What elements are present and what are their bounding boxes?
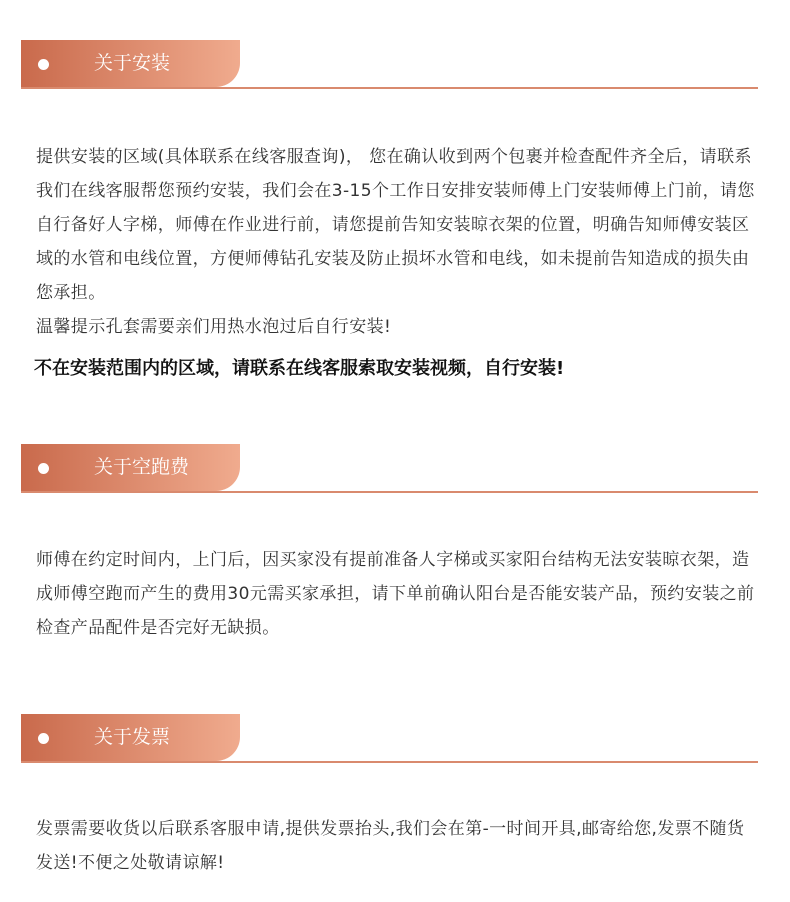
section-divider: [21, 491, 758, 493]
installation-emphasis: 不在安装范围内的区域，请联系在线客服索取安装视频，自行安装!: [34, 358, 565, 379]
bullet-dot-icon: [38, 733, 49, 744]
installation-paragraph: 提供安装的区域(具体联系在线客服查询)， 您在确认收到两个包裹并检查配件齐全后，请联系我们在线客服帮您预约安装，我们会在3-15个工作日安排安装师傅上门安装师傅上门前，请您自行备好人字梯，师傅在作业进行前，请您提前告知安装晾衣架的位置，明确告知师傅安装区域的水管和电线位置，方便师傅钻孔安装及防止损坏水管和电线，如未提前告知造成的损失由您承担。: [36, 147, 755, 303]
bullet-dot-icon: [38, 59, 49, 70]
invoice-paragraph: 发票需要收货以后联系客服申请,提供发票抬头,我们会在第-一时间开具,邮寄给您,发票不随货发送!不便之处敬请谅解!: [36, 819, 745, 873]
section-divider: [21, 761, 758, 763]
section-title: 关于空跑费: [94, 456, 190, 478]
section-title: 关于安装: [94, 52, 171, 74]
section-tab: [21, 40, 240, 87]
section-header-installation: [21, 40, 758, 90]
section-tab: [21, 714, 240, 761]
section-divider: [21, 87, 758, 89]
section-tab: [21, 444, 240, 491]
bullet-dot-icon: [38, 463, 49, 474]
wasted-trip-fee-paragraph: 师傅在约定时间内，上门后，因买家没有提前准备人字梯或买家阳台结构无法安装晾衣架，造成师傅空跑而产生的费用30元需买家承担，请下单前确认阳台是否能安装产品，预约安装之前检查产品配件是否完好无缺损。: [36, 550, 755, 638]
section-title: 关于发票: [94, 726, 171, 748]
section-header-invoice: [21, 714, 758, 764]
installation-tip: 温馨提示孔套需要亲们用热水泡过后自行安装!: [36, 317, 392, 337]
section-header-wasted-trip-fee: [21, 444, 758, 494]
